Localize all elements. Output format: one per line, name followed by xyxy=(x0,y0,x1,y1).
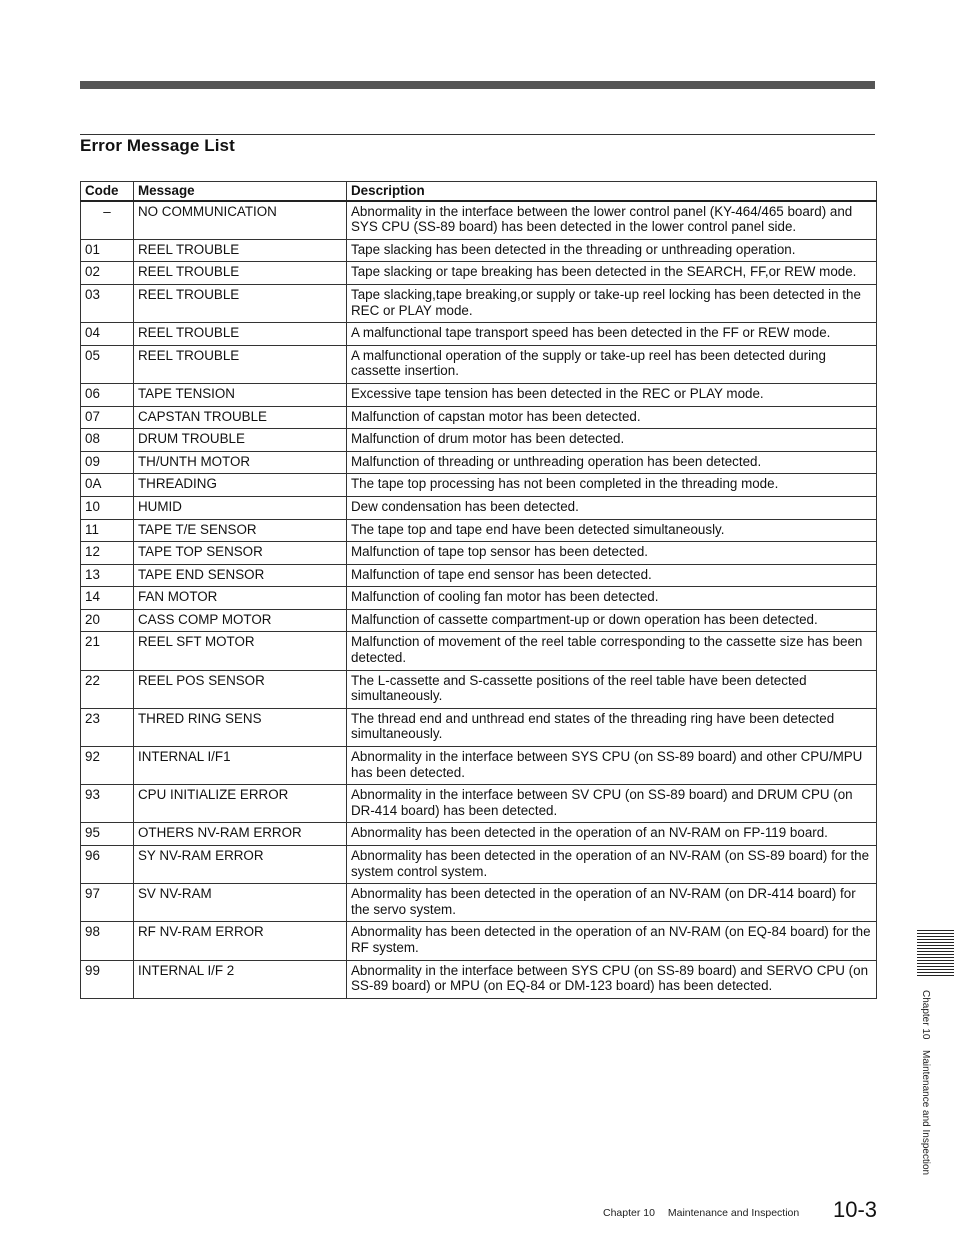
error-code-cell: 04 xyxy=(81,323,134,346)
error-message-cell: OTHERS NV-RAM ERROR xyxy=(134,823,347,846)
error-code-cell: 97 xyxy=(81,884,134,922)
error-description-cell: Malfunction of cassette compartment-up or down operation has been detected. xyxy=(347,609,877,632)
table-body xyxy=(81,201,877,999)
error-message-cell: TAPE TOP SENSOR xyxy=(134,542,347,565)
table-row xyxy=(81,587,877,610)
table-row xyxy=(81,542,877,565)
error-message-cell: THRED RING SENS xyxy=(134,708,347,746)
error-code-cell: 05 xyxy=(81,345,134,383)
error-description-cell: Dew condensation has been detected. xyxy=(347,496,877,519)
error-message-cell: DRUM TROUBLE xyxy=(134,429,347,452)
footer-chapter: Chapter 10 xyxy=(603,1207,655,1219)
side-caption-title: Maintenance and Inspection xyxy=(920,1050,931,1176)
error-message-cell: INTERNAL I/F1 xyxy=(134,747,347,785)
error-message-cell: REEL POS SENSOR xyxy=(134,670,347,708)
error-code-cell: 93 xyxy=(81,785,134,823)
column-header-code: Code xyxy=(81,182,134,201)
side-chapter-caption xyxy=(920,990,931,1175)
column-header-message: Message xyxy=(134,182,347,201)
error-description-cell: Excessive tape tension has been detected in the REC or PLAY mode. xyxy=(347,383,877,406)
error-description-cell: Abnormality has been detected in the operation of an NV-RAM (on DR-414 board) for the servo system. xyxy=(347,884,877,922)
table-row xyxy=(81,670,877,708)
error-description-cell: Malfunction of cooling fan motor has been detected. xyxy=(347,587,877,610)
error-message-cell: NO COMMUNICATION xyxy=(134,201,347,240)
header-bar xyxy=(80,81,875,89)
error-message-cell: TAPE TENSION xyxy=(134,383,347,406)
error-code-cell: 92 xyxy=(81,747,134,785)
error-description-cell: Abnormality has been detected in the operation of an NV-RAM on FP-119 board. xyxy=(347,823,877,846)
error-code-cell: 21 xyxy=(81,632,134,670)
error-description-cell: Abnormality in the interface between the lower control panel (KY-464/465 board) and SYS CPU (SS-89 board) has been detected in the lower control panel side. xyxy=(347,201,877,240)
table-row xyxy=(81,345,877,383)
table-row xyxy=(81,564,877,587)
table-row xyxy=(81,496,877,519)
error-description-cell: Malfunction of tape top sensor has been detected. xyxy=(347,542,877,565)
table-row xyxy=(81,383,877,406)
error-message-cell: SY NV-RAM ERROR xyxy=(134,846,347,884)
error-description-cell: Tape slacking or tape breaking has been detected in the SEARCH, FF,or REW mode. xyxy=(347,262,877,285)
side-caption-chapter: Chapter 10 xyxy=(920,990,931,1040)
table-row xyxy=(81,747,877,785)
error-description-cell: Abnormality has been detected in the operation of an NV-RAM (on EQ-84 board) for the RF system. xyxy=(347,922,877,960)
error-message-cell: HUMID xyxy=(134,496,347,519)
table-row xyxy=(81,262,877,285)
error-code-cell: 95 xyxy=(81,823,134,846)
error-message-cell: REEL TROUBLE xyxy=(134,323,347,346)
error-message-cell: CPU INITIALIZE ERROR xyxy=(134,785,347,823)
column-header-description: Description xyxy=(347,182,877,201)
error-code-cell: 99 xyxy=(81,960,134,998)
error-description-cell: Malfunction of drum motor has been detected. xyxy=(347,429,877,452)
table-row xyxy=(81,474,877,497)
error-description-cell: The thread end and unthread end states of the threading ring have been detected simultaneously. xyxy=(347,708,877,746)
error-message-cell: RF NV-RAM ERROR xyxy=(134,922,347,960)
table-row xyxy=(81,284,877,322)
error-code-cell: 06 xyxy=(81,383,134,406)
error-description-cell: Malfunction of threading or unthreading operation has been detected. xyxy=(347,451,877,474)
error-description-cell: Malfunction of capstan motor has been detected. xyxy=(347,406,877,429)
error-message-cell: TAPE T/E SENSOR xyxy=(134,519,347,542)
error-message-cell: THREADING xyxy=(134,474,347,497)
error-code-cell: 98 xyxy=(81,922,134,960)
error-message-cell: CASS COMP MOTOR xyxy=(134,609,347,632)
error-code-cell: 0A xyxy=(81,474,134,497)
table-row xyxy=(81,323,877,346)
table-row xyxy=(81,785,877,823)
error-description-cell: The L-cassette and S-cassette positions of the reel table have been detected simultaneously. xyxy=(347,670,877,708)
error-description-cell: Abnormality in the interface between SV CPU (on SS-89 board) and DRUM CPU (on DR-414 board) has been detected. xyxy=(347,785,877,823)
error-code-cell: – xyxy=(81,201,134,240)
table-row xyxy=(81,632,877,670)
error-code-cell: 01 xyxy=(81,239,134,262)
page-number: 10-3 xyxy=(833,1197,878,1222)
error-message-cell: INTERNAL I/F 2 xyxy=(134,960,347,998)
table-row xyxy=(81,429,877,452)
table-row xyxy=(81,960,877,998)
error-code-cell: 14 xyxy=(81,587,134,610)
error-message-table xyxy=(80,181,877,999)
footer-chapter-label xyxy=(603,1207,799,1219)
error-code-cell: 20 xyxy=(81,609,134,632)
error-code-cell: 08 xyxy=(81,429,134,452)
error-description-cell: Tape slacking has been detected in the threading or unthreading operation. xyxy=(347,239,877,262)
error-code-cell: 23 xyxy=(81,708,134,746)
error-description-cell: Malfunction of movement of the reel table corresponding to the cassette size has been detected. xyxy=(347,632,877,670)
footer-title: Maintenance and Inspection xyxy=(667,1207,800,1219)
error-message-cell: SV NV-RAM xyxy=(134,884,347,922)
table-row xyxy=(81,823,877,846)
error-message-cell: CAPSTAN TROUBLE xyxy=(134,406,347,429)
table-row xyxy=(81,406,877,429)
error-message-cell: TH/UNTH MOTOR xyxy=(134,451,347,474)
table-row xyxy=(81,846,877,884)
table-header-row xyxy=(81,182,877,201)
error-code-cell: 13 xyxy=(81,564,134,587)
table-row xyxy=(81,239,877,262)
error-description-cell: The tape top processing has not been completed in the threading mode. xyxy=(347,474,877,497)
section-title: Error Message List xyxy=(80,136,235,155)
table-row xyxy=(81,884,877,922)
table-row xyxy=(81,708,877,746)
error-code-cell: 11 xyxy=(81,519,134,542)
error-message-cell: REEL TROUBLE xyxy=(134,262,347,285)
table-row xyxy=(81,451,877,474)
error-message-cell: REEL TROUBLE xyxy=(134,284,347,322)
error-message-cell: REEL TROUBLE xyxy=(134,239,347,262)
error-code-cell: 03 xyxy=(81,284,134,322)
error-code-cell: 96 xyxy=(81,846,134,884)
error-code-cell: 10 xyxy=(81,496,134,519)
chapter-thumb-tab xyxy=(917,930,954,978)
error-code-cell: 09 xyxy=(81,451,134,474)
error-description-cell: Abnormality has been detected in the operation of an NV-RAM (on SS-89 board) for the system control system. xyxy=(347,846,877,884)
error-description-cell: A malfunctional operation of the supply or take-up reel has been detected during cassette insertion. xyxy=(347,345,877,383)
error-code-cell: 02 xyxy=(81,262,134,285)
table-row xyxy=(81,519,877,542)
error-code-cell: 07 xyxy=(81,406,134,429)
error-description-cell: A malfunctional tape transport speed has been detected in the FF or REW mode. xyxy=(347,323,877,346)
error-message-cell: REEL SFT MOTOR xyxy=(134,632,347,670)
error-message-cell: FAN MOTOR xyxy=(134,587,347,610)
table-row xyxy=(81,609,877,632)
error-code-cell: 12 xyxy=(81,542,134,565)
error-description-cell: Abnormality in the interface between SYS CPU (on SS-89 board) and SERVO CPU (on SS-89 board) or MPU (on EQ-84 or DM-123 board) has been detected. xyxy=(347,960,877,998)
error-description-cell: Tape slacking,tape breaking,or supply or take-up reel locking has been detected in the REC or PLAY mode. xyxy=(347,284,877,322)
error-description-cell: Abnormality in the interface between SYS CPU (on SS-89 board) and other CPU/MPU has been detected. xyxy=(347,747,877,785)
error-code-cell: 22 xyxy=(81,670,134,708)
table-row xyxy=(81,922,877,960)
title-rule xyxy=(80,134,875,135)
table-row xyxy=(81,201,877,240)
error-message-cell: REEL TROUBLE xyxy=(134,345,347,383)
error-description-cell: The tape top and tape end have been detected simultaneously. xyxy=(347,519,877,542)
error-message-cell: TAPE END SENSOR xyxy=(134,564,347,587)
error-description-cell: Malfunction of tape end sensor has been detected. xyxy=(347,564,877,587)
